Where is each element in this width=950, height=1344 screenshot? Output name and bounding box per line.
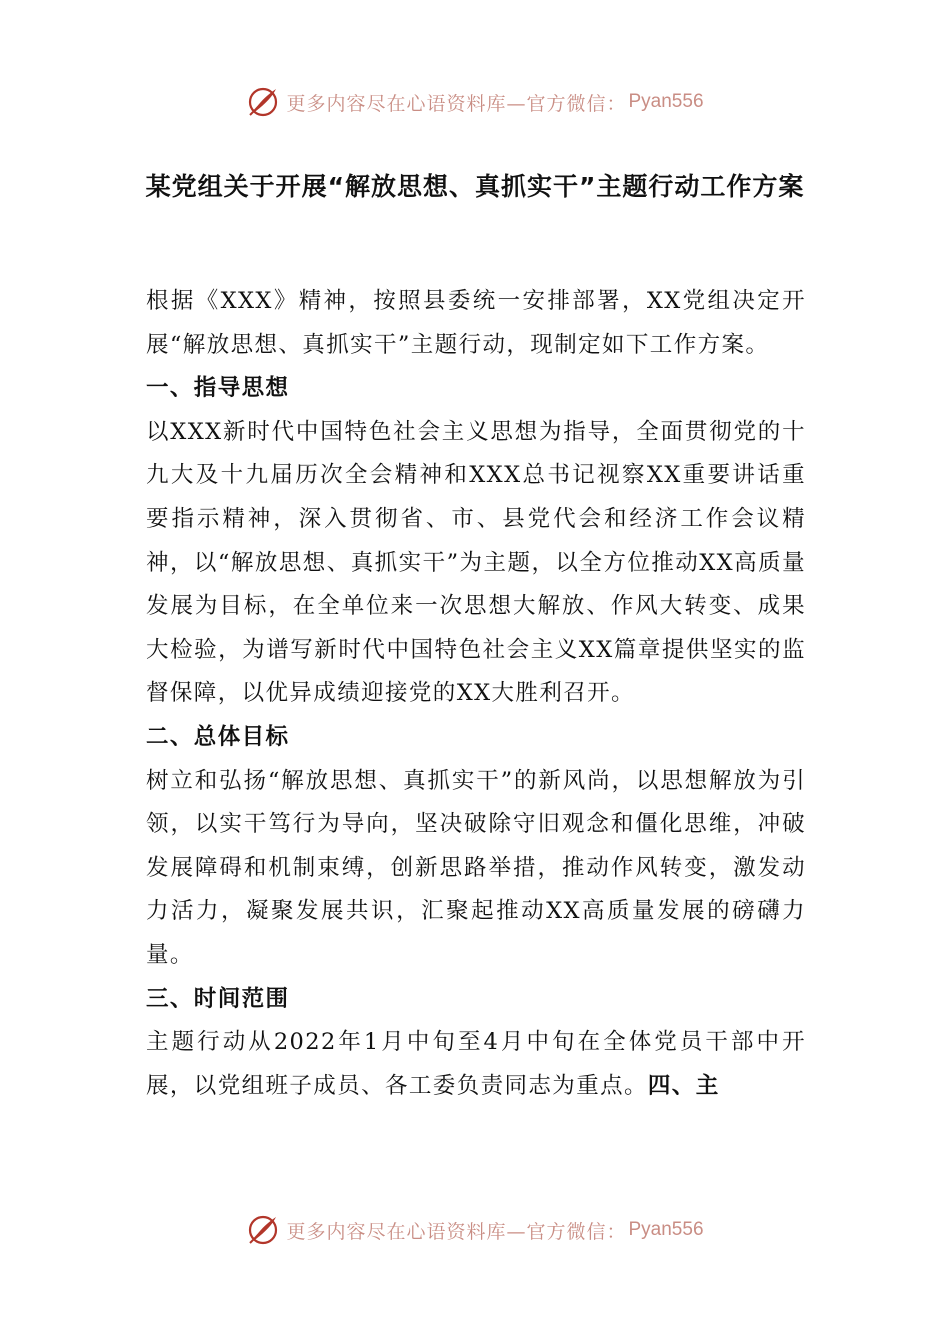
section-body-guiding-ideology: 以XXX新时代中国特色社会主义思想为指导，全面贯彻党的十九大及十九届历次全会精神和XXX总书记视察XX重要讲话重要指示精神，深入贯彻省、市、县党代会和经济工作会议精神，以“解放思想、真抓实干”为主题，以全方位推动XX高质量发展为目标，在全单位来一次思想大解放、作风大转变、成果大检验，为谱写新时代中国特色社会主义XX篇章提供坚实的监督保障，以优异成绩迎接党的XX大胜利召开。 bbox=[146, 418, 806, 707]
section-body-overall-goal: 树立和弘扬“解放思想、真抓实干”的新风尚，以思想解放为引领，以实干笃行为导向，坚决破除守旧观念和僵化思维，冲破发展障碍和机制束缚，创新思路举措，推动作风转变，激发动力活力，凝聚发展共识，汇聚起推动XX高质量发展的磅礴力量。 bbox=[146, 767, 806, 968]
quill-pen-logo-icon bbox=[246, 85, 280, 119]
section-heading-next-partial: 四、主 bbox=[647, 1072, 720, 1099]
watermark-text: 更多内容尽在心语资料库—官方微信： bbox=[286, 1220, 627, 1243]
section-heading-time-range: 三、时间范围 bbox=[146, 985, 290, 1012]
watermark-handle: Pyan556 bbox=[628, 1219, 704, 1240]
document-title: 某党组关于开展“解放思想、真抓实干”主题行动工作方案 bbox=[145, 172, 805, 201]
footer-watermark bbox=[0, 1210, 950, 1250]
section-heading-guiding-ideology: 一、指导思想 bbox=[146, 375, 290, 402]
section-body-time-range-text: 主题行动从2022年1月中旬至4月中旬在全体党员干部中开展，以党组班子成员、各工委负责同志为重点。 bbox=[146, 1029, 806, 1099]
document-body bbox=[146, 280, 806, 1108]
intro-paragraph: 根据《XXX》精神，按照县委统一安排部署，XX党组决定开展“解放思想、真抓实干”主题行动，现制定如下工作方案。 bbox=[146, 288, 806, 358]
quill-pen-logo-icon bbox=[246, 1213, 280, 1247]
section-heading-overall-goal: 二、总体目标 bbox=[146, 723, 290, 750]
header-watermark bbox=[0, 82, 950, 122]
watermark-handle: Pyan556 bbox=[628, 91, 704, 112]
watermark-text: 更多内容尽在心语资料库—官方微信： bbox=[286, 92, 627, 115]
section-body-time-range bbox=[146, 1021, 806, 1108]
